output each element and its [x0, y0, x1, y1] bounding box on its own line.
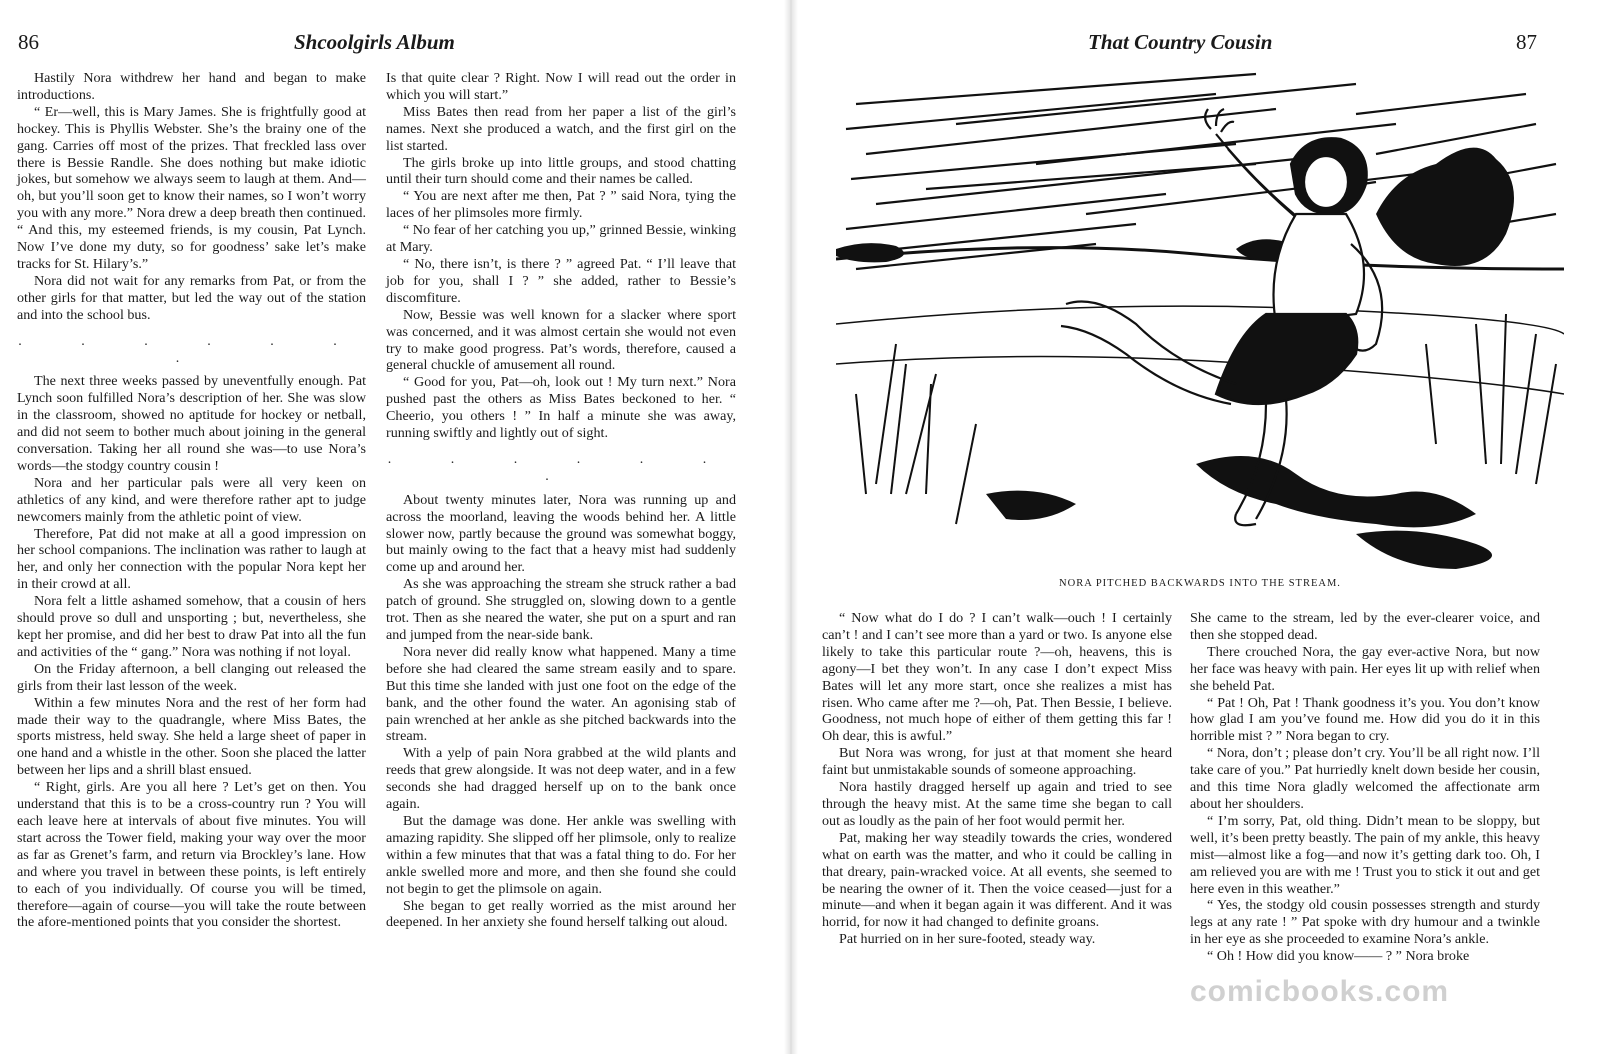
paragraph: She came to the stream, led by the ever-clearer voice, and then she stopped dead.: [1190, 610, 1540, 643]
right-column-1: [822, 610, 1172, 948]
illustration-drawing: [836, 64, 1564, 574]
paragraph: Miss Bates then read from her paper a list of the girl’s names. Next she produced a watch, and the first girl on the list started.: [386, 103, 736, 154]
left-page-number: 86: [18, 30, 39, 54]
right-page: [800, 0, 1600, 1054]
section-separator: . . . . . . .: [387, 451, 735, 484]
paragraph: “ Good for you, Pat—oh, look out ! My turn next.” Nora pushed past the others as Miss Bates beckoned to her. “ Cheerio, you others ! ” In half a minute she was away, running swiftly and lightly out of sight.: [386, 374, 736, 442]
paragraph: Nora and her particular pals were all very keen on athletics of any kind, and were therefore rather apt to judge newcomers mainly from the athletic point of view.: [17, 474, 366, 525]
right-page-number: 87: [1516, 30, 1537, 54]
paragraph: “ Nora, don’t ; please don’t cry. You’ll be all right now. I’ll take care of you.” Pat hurriedly knelt down beside her cousin, and this time Nora gladly welcomed the affectionate arm about her shoulders.: [1190, 745, 1540, 812]
paragraph: “ Right, girls. Are you all here ? Let’s get on then. You understand that this is to be a cross-country run ? You will each leave here at intervals of about five minutes. You will start across the Tower field, making your way over the moor as far as Grenet’s farm, and return via Brockley’s lane. How and where you travel in between these points, is left entirely to each of you individually. Of course you will be timed, therefore—again of course—you will take the route between the afore-mentioned points that you consider the shortest.: [17, 779, 366, 931]
paragraph: There crouched Nora, the gay ever-active Nora, but now her face was heavy with pain. Her eyes lit up with relief when she beheld Pat.: [1190, 643, 1540, 694]
paragraph: “ Yes, the stodgy old cousin possesses strength and sturdy legs at any rate ! ” Pat spoke with dry humour and a twinkle in her eye as she proceeded to examine Nora’s ankle.: [1190, 897, 1540, 948]
right-running-title: That Country Cousin: [1088, 30, 1273, 54]
paragraph: “ Pat ! Oh, Pat ! Thank goodness it’s you. You don’t know how glad I am you’ve found me. How did you do it in this horrible mist ? ” Nora began to cry.: [1190, 694, 1540, 745]
left-column-1: [17, 70, 366, 931]
story-illustration: [836, 64, 1564, 574]
paragraph: “ I’m sorry, Pat, old thing. Didn’t mean to be sloppy, but well, it’s been pretty beastly. The pain of my ankle, this heavy mist—almost like a fog—and now it’s getting dark too. Oh, I am relieved you are with me ! Trust you to stick it out and get here even in this weather.”: [1190, 812, 1540, 897]
paragraph: Nora hastily dragged herself up again and tried to see through the heavy mist. At the same time she began to call out as loudly as the pain of her foot would permit her.: [822, 779, 1172, 829]
paragraph: Nora felt a little ashamed somehow, that a cousin of hers should prove so dull and unsporting ; but, nevertheless, she kept her promise, and did her best to draw Pat into all the fun and activities of the “ gang.” Nora was nothing if not loyal.: [17, 593, 366, 660]
paragraph: “ You are next after me then, Pat ? ” said Nora, tying the laces of her plimsoles more firmly.: [386, 188, 736, 222]
paragraph: About twenty minutes later, Nora was running up and across the moorland, leaving the woods behind her. A little slower now, partly because the ground was somewhat boggy, but mainly owing to the fact that a heavy mist had suddenly come up and around her.: [386, 491, 736, 576]
paragraph: Is that quite clear ? Right. Now I will read out the order in which you will start.”: [386, 70, 736, 103]
paragraph: “ Now what do I do ? I can’t walk—ouch ! I certainly can’t ! and I can’t see more than a yard or two. Is anyone else likely to take this particular route ?—oh, heavens, this is agony—I bet they won’t. In any case I don’t expect Miss Bates will let any more start, once she realizes a mist has risen. Who came after me ?—oh, Pat. Then Bessie, I believe. Goodness, not much hope of either of them getting this far ! Oh dear, this is awful.”: [822, 610, 1172, 745]
paragraph: Nora never did really know what happened. Many a time before she had cleared the same stream easily and to spare. But this time she landed with just one foot on the edge of the bank, and the other found the water. An agonising stab of pain wrenched at her ankle as she pitched backwards into the stream.: [386, 643, 736, 745]
paragraph: With a yelp of pain Nora grabbed at the wild plants and reeds that grew alongside. It was not deep water, and in a few seconds she had dragged herself up on to the bank once again.: [386, 745, 736, 813]
paragraph: The next three weeks passed by uneventfully enough. Pat Lynch soon fulfilled Nora’s description of her. She was slow in the classroom, showed no aptitude for hockey or netball, and did not seem to bother much about joining in the general conversation. Taking her all round she was—to use Nora’s words—the stodgy country cousin !: [17, 373, 366, 474]
illustration-caption: NORA PITCHED BACKWARDS INTO THE STREAM.: [1059, 578, 1341, 589]
paragraph: “ No, there isn’t, is there ? ” agreed Pat. “ I’ll leave that job for you, shall I ? ” she added, rather to Bessie’s discomfiture.: [386, 255, 736, 306]
left-running-title: Shcoolgirls Album: [294, 30, 455, 54]
paragraph: “ Er—well, this is Mary James. She is frightfully good at hockey. This is Phyllis Webster. She’s the brainy one of the gang. Carries off most of the prizes. That freckled lass over there is Bessie Randle. She does nothing but make idiotic jokes, but somehow we always seem to laugh at them. And—oh, but you’ll soon get to know their names, so I won’t worry you with any more.” Nora drew a deep breath then continued. “ And this, my esteemed friends, is my cousin, Pat Lynch. Now I’ve done my duty, so for goodness’ sake let’s make tracks for St. Hilary’s.”: [17, 103, 366, 272]
paragraph: But Nora was wrong, for just at that moment she heard faint but unmistakable sounds of someone approaching.: [822, 745, 1172, 779]
paragraph: Hastily Nora withdrew her hand and began to make introductions.: [17, 70, 366, 103]
paragraph: She began to get really worried as the mist around her deepened. In her anxiety she found herself talking out aloud.: [386, 897, 736, 931]
paragraph: “ Oh ! How did you know—— ? ” Nora broke: [1207, 948, 1470, 965]
right-column-2: [1190, 610, 1540, 965]
paragraph: Pat hurried on in her sure-footed, steady way.: [839, 931, 1096, 948]
paragraph: Therefore, Pat did not make at all a good impression on her school companions. The inclination was rather to laugh at her, and only her connection with the popular Nora kept her in their crowd at all.: [17, 525, 366, 593]
paragraph: Within a few minutes Nora and the rest of her form had made their way to the quadrangle, where Miss Bates, the sports mistress, held sway. She held a large sheet of paper in one hand and a whistle in the other. Soon she placed the latter between her lips and a shrill blast ensued.: [17, 694, 366, 779]
paragraph: Now, Bessie was well known for a slacker where sport was concerned, and it was almost certain she would not even try to make good progress. Pat’s words, therefore, caused a general chuckle of amusement all round.: [386, 306, 736, 374]
section-separator: . . . . . . .: [18, 333, 365, 366]
paragraph: “ No fear of her catching you up,” grinned Bessie, winking at Mary.: [386, 222, 736, 256]
watermark-logo: comicbooks.com: [1190, 975, 1450, 1008]
left-column-2: [386, 70, 736, 931]
paragraph: Pat, making her way steadily towards the cries, wondered what on earth was the matter, and who it could be calling in that dreary, pain-wracked voice. At all events, she seemed to be nearing the owner of it. Then the voice ceased—just for a minute—and when it began again it was different. And it was horrid, for now it had changed to definite groans.: [822, 829, 1172, 931]
paragraph: As she was approaching the stream she struck rather a bad patch of ground. She struggled on, slowing down to a gentle trot. Then as she neared the water, she put on a spurt and ran and jumped from the near-side bank.: [386, 576, 736, 643]
left-page: [0, 0, 782, 1054]
paragraph: On the Friday afternoon, a bell clanging out released the girls from their last lesson of the week.: [17, 660, 366, 694]
page-gutter: [784, 0, 798, 1054]
paragraph: Nora did not wait for any remarks from Pat, or from the other girls for that matter, but led the way out of the station and into the school bus.: [17, 272, 366, 323]
paragraph: But the damage was done. Her ankle was swelling with amazing rapidity. She slipped off her plimsole, only to realize within a few minutes that that was a fatal thing to do. For her ankle swelled more and more, and then she found she could not begin to get the plimsole on again.: [386, 812, 736, 897]
paragraph: The girls broke up into little groups, and stood chatting until their turn should come and their names be called.: [386, 154, 736, 188]
